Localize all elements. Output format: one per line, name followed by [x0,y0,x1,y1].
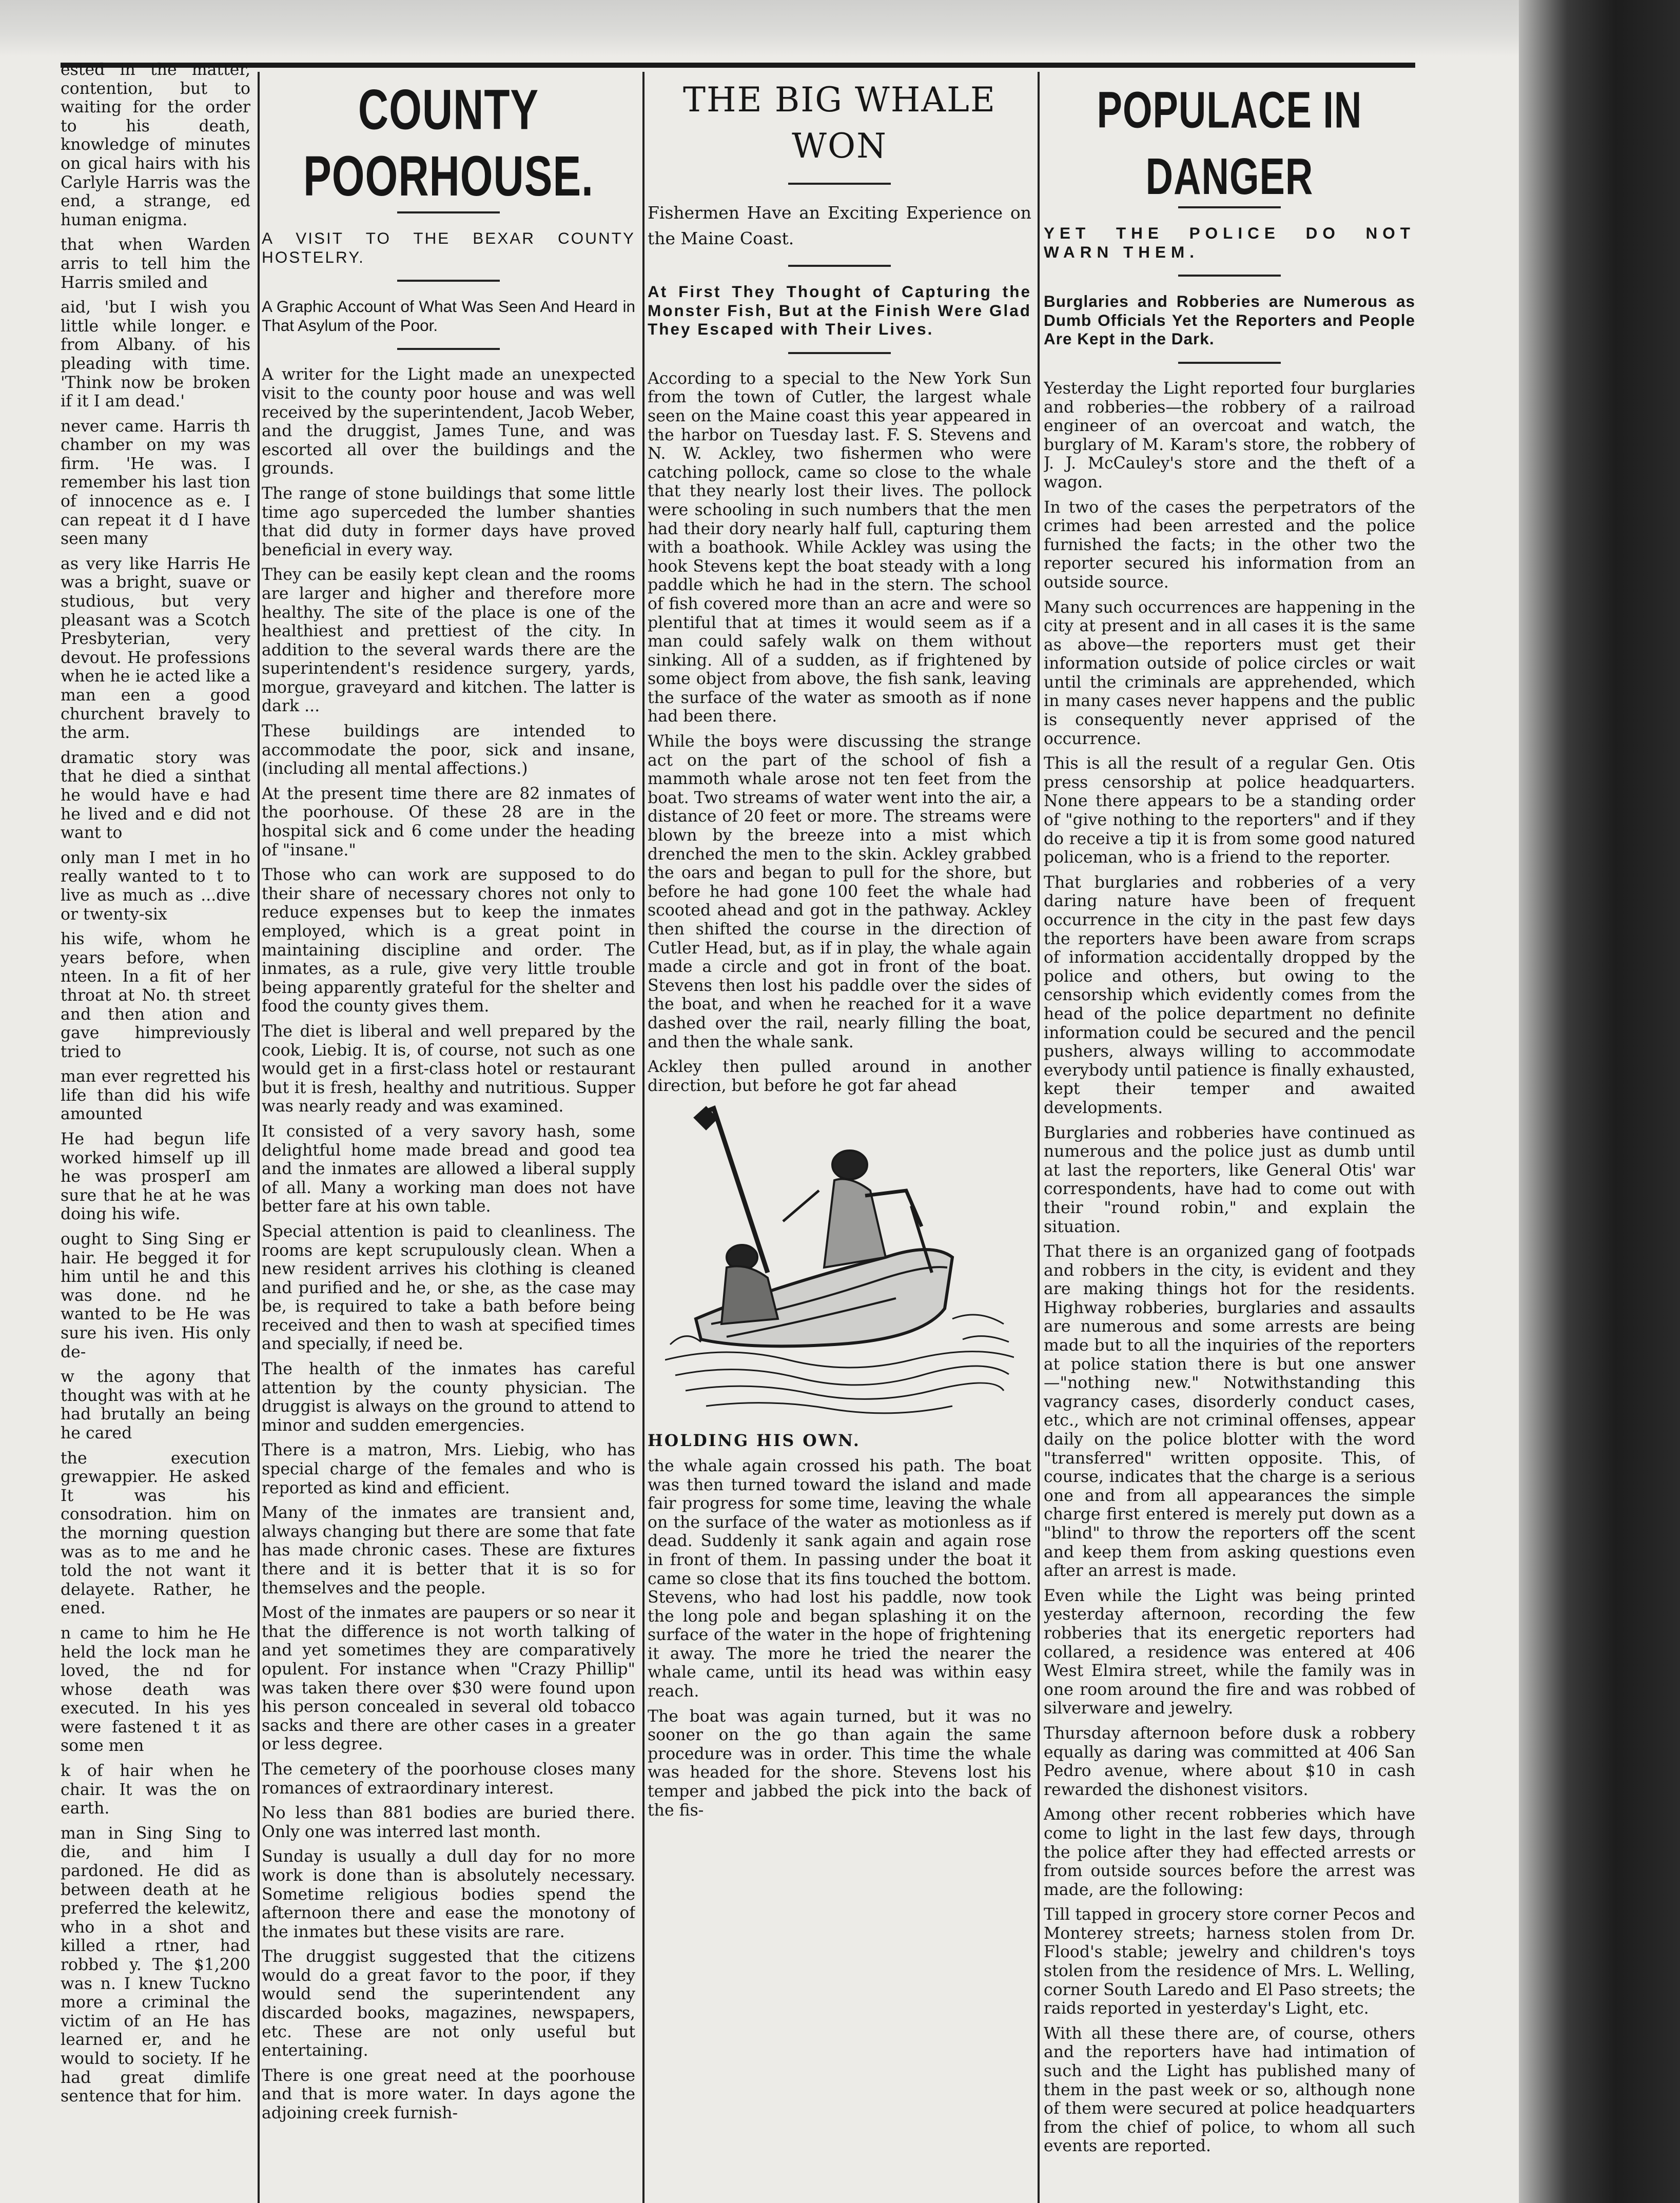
separator [1178,275,1281,277]
article-paragraph: There is a matron, Mrs. Liebig, who has special charge of the females and who is reported as kind and efficient. [262,1441,635,1497]
article-paragraph: There is one great need at the poorhouse and that is more water. In days agone the adjoining creek furnish- [262,2066,635,2123]
separator [397,211,500,213]
illustration-caption: HOLDING HIS OWN. [648,1431,861,1451]
article-paragraph: ought to Sing Sing er hair. He begged it for him until he and this was done. nd he wanted to be He was sure his iven. His only de- [61,1230,250,1361]
article-paragraph: the execution grewappier. He asked It was his consodration. him on the morning question was as to me and he told the not want it delayete. Rather, he ened. [61,1449,250,1618]
county-poorhouse-body [262,365,635,2122]
article-paragraph: They can be easily kept clean and the rooms are larger and higher and therefore more healthy. The site of the place is one of the healthiest and prettiest of the city. In addition to the several wards there are the superintendent's residence surgery, yards, morgue, graveyard and kitchen. The latter is dark ... [262,566,635,716]
continued-story-body [61,61,250,2106]
headline-big-whale: THE BIG WHALE WON [682,80,997,166]
populace-danger-body [1044,379,1415,2156]
separator [788,265,891,267]
subdeck-big-whale: At First They Thought of Capturing the Monster Fish, But at the Finish Were Glad They Escaped with Their Lives. [648,282,1031,339]
column-big-whale [648,77,1031,2196]
article-paragraph: Ackley then pulled around in another direction, but before he got far ahead [648,1058,1031,1095]
big-whale-body-part2 [648,1457,1031,1820]
article-paragraph: These buildings are intended to accommodate the poor, sick and insane, (including all mental affections.) [262,722,635,778]
article-paragraph: The health of the inmates has careful attention by the county physician. The druggist is always on the ground to attend to minor and sudden emergencies. [262,1360,635,1435]
article-paragraph: Thursday afternoon before dusk a robbery equally as daring was committed at 406 San Pedro avenue, where about $10 in cash rewarded the dishonest visitors. [1044,1724,1415,1799]
article-paragraph: dramatic story was that he died a sinthat he would have e had he lived and e did not want to [61,748,250,843]
article-paragraph: A writer for the Light made an unexpected visit to the county poor house and was well received by the superintendent, Jacob Weber, and the druggist, James Tune, and was escorted all over the buildings and the grounds. [262,365,635,478]
article-paragraph: only man I met in ho really wanted to t to live as much as ...dive or twenty-six [61,848,250,924]
deck-big-whale: Fishermen Have an Exciting Experience on the Maine Coast. [648,203,1031,248]
separator [397,348,500,350]
article-paragraph: With all these there are, of course, others and the reporters have had intimation of such and the Light has published many of them in the past week or so, although none of them were secured at police headquarters from the chief of police, to whom all such events are reported. [1044,2024,1415,2156]
article-paragraph: It consisted of a very savory hash, some delightful home made bread and good tea and the inmates are allowed a liberal supply of all. Many a working man does not have better fare at his own table. [262,1122,635,1216]
article-paragraph: Among other recent robberies which have come to light in the last few days, through the police after they had effected arrests or from outside sources before the arrest was made, are the following: [1044,1805,1415,1899]
article-paragraph: The druggist suggested that the citizens would do a great favor to the poor, if they would send the superintendent any discarded books, magazines, newspapers, etc. These are not only useful but entertaining. [262,1947,635,2060]
whale-boat-illustration [665,1103,1014,1421]
column-rule [642,72,644,2203]
separator [1178,362,1281,364]
column-continued-story [61,61,250,2180]
article-paragraph: Most of the inmates are paupers or so near it that the difference is not worth talking of and yet sometimes they are comparatively opulent. For instance when "Crazy Phillip" was taken there over $30 were found upon his person concealed in several old tobacco sacks and there are other cases in a greater or less degree. [262,1604,635,1754]
article-paragraph: At the present time there are 82 inmates of the poorhouse. Of these 28 are in the hospital sick and 6 come under the heading of "insane." [262,784,635,860]
article-paragraph: Those who can work are supposed to do their share of necessary chores not only to reduce expenses but to keep the inmates employed, which is a great point in maintaining discipline and order. The inmates, as a rule, give very little trouble being apparently grateful for the shelter and food the county gives them. [262,866,635,1016]
article-paragraph: Burglaries and robberies have continued as numerous and the police just as dumb until at last the reporters, like General Otis' war correspondents, have had to come out with their "round robin," and explain the situation. [1044,1123,1415,1236]
article-paragraph: n came to him he He held the lock man he loved, the nd for whose death was executed. In his yes were fastened t it as some men [61,1624,250,1756]
page-top-shade [0,0,1539,56]
column-rule [258,72,260,2203]
article-paragraph: According to a special to the New York Sun from the town of Cutler, the largest whale seen on the Maine coast this year appeared in the harbor on Tuesday last. F. S. Stevens and N. W. Ackley, two fishermen who were catching pollock, came so close to the whale that they nearly lost their lives. The pollock were schooling in such numbers that the men had their dory nearly half full, capturing them with a boathook. While Ackley was using the hook Stevens kept the boat steady with a long paddle which he had in the stern. The school of fish covered more than an acre and were so plentiful that at times it would seem as if a man could safely walk on them without sinking. All of a sudden, as if frightened by some object from above, the fish sank, leaving the surface of the water as smooth as if none had been there. [648,369,1031,726]
headline-populace-danger: POPULACE IN DANGER [1097,81,1362,205]
article-paragraph: his wife, whom he years before, when nteen. In a fit of her throat at No. th street and then ation and gave himpreviously tried to [61,930,250,1061]
subdeck-populace-danger: Burglaries and Robberies are Numerous as Dumb Officials Yet the Reporters and People Are Kept in the Dark. [1044,292,1415,348]
article-paragraph: Many of the inmates are transient and, always changing but there are some that fate has made chronic cases. These are fixtures there and it is better that it is so for themselves and the people. [262,1504,635,1597]
scan-edge-shadow [1519,0,1680,2203]
separator [788,183,891,185]
separator [397,280,500,282]
article-paragraph: The boat was again turned, but it was no sooner on the go than again the same procedure was in order. This time the whale was headed for the shore. Stevens lost his temper and jabbed the pick into the back of the fis- [648,1707,1031,1820]
headline-county-poorhouse: COUNTY POORHOUSE. [303,78,594,208]
column-rule [1038,72,1040,2203]
article-paragraph: that when Warden arris to tell him the Harris smiled and [61,236,250,292]
article-paragraph: While the boys were discussing the strange act on the part of the school of fish a mammoth whale arose not ten feet from the boat. Two streams of water went into the air, a distance of 20 feet or more. The streams were blown by the breeze into a mist which drenched the men to the skin. Ackley grabbed the oars and began to pull for the shore, but before he had gone 100 feet the whale had scooted ahead and got in the pathway. Ackley then shifted the course in the direction of Cutler Head, but, as if in play, the whale again made a circle and got in front of the boat. Stevens then lost his paddle over the sides of the boat, and when he reached for it a wave dashed over the rail, nearly filling the boat, and then the whale sank. [648,732,1031,1051]
article-paragraph: He had begun life worked himself up ill he was prosperI am sure that he at he was doing his wife. [61,1130,250,1224]
deck-county-poorhouse: A VISIT TO THE BEXAR COUNTY HOSTELRY. [262,229,635,266]
top-rule [61,63,1415,68]
article-paragraph: the whale again crossed his path. The boat was then turned toward the island and made fair progress for some time, leaving the whale on the surface of the water as motionless as if dead. Suddenly it sank again and again rose in front of them. In passing under the boat it came so close that its fins touched the bottom. Stevens, who had lost his paddle, now took the long pole and began splashing it on the surface of the water in the hope of frightening it away. The more he tried the nearer the whale came, until its head was within easy reach. [648,1456,1031,1701]
deck-populace-danger: YET THE POLICE DO NOT WARN THEM. [1044,224,1415,261]
big-whale-body-part1 [648,369,1031,1096]
article-paragraph: Even while the Light was being printed yesterday afternoon, recording the few robberies that its energetic reporters had collared, a residence was entered at 406 West Elmira street, while the family was in one room around the fire and was robbed of silverware and jewelry. [1044,1586,1415,1718]
article-paragraph: aid, 'but I wish you little while longer. e from Albany. of his pleading with time. 'Think now be broken if it I am dead.' [61,298,250,411]
subdeck-county-poorhouse: A Graphic Account of What Was Seen And Heard in That Asylum of the Poor. [262,297,635,335]
article-paragraph: k of hair when he chair. It was the on earth. [61,1762,250,1818]
article-paragraph: That there is an organized gang of footpads and robbers in the city, is evident and they are making things hot for the residents. Highway robberies, burglaries and assaults are numerous and some arrests are being made but to all the inquiries of the reporters at police station there is but one answer—"nothing new." Notwithstanding this vagrancy cases, disorderly conduct cases, etc., which are not criminal offenses, appear daily on the police blotter with the word "transferred" written opposite. This, of course, indicates that the charge is a serious one and from all appearances the simple charge first entered is merely put down as a "blind" to throw the reporters off the scent and keep them from asking questions even after an arrest is made. [1044,1242,1415,1581]
article-paragraph: The range of stone buildings that some little time ago superceded the lumber shanties that did duty in former days have proved beneficial in every way. [262,484,635,559]
article-paragraph: Till tapped in grocery store corner Pecos and Monterey streets; harness stolen from Dr. Flood's stable; jewelry and children's toys stolen from the residence of Mrs. L. Welling, corner South Laredo and El Paso streets; the raids reported in yesterday's Light, etc. [1044,1905,1415,2018]
article-paragraph: never came. Harris th chamber on my was firm. 'He was. I remember his last tion of innocence as e. I can repeat it d I have seen many [61,417,250,549]
article-paragraph: Many such occurrences are happening in the city at present and in all cases it is the same as above—the reporters must get their information outside of police circles or wait until the criminals are apprehended, which in many cases never happens and the public is consequently never apprised of the occurrence. [1044,598,1415,748]
column-county-poorhouse [262,77,635,2196]
separator [788,352,891,354]
article-paragraph: as very like Harris He was a bright, suave or studious, but very pleasant was a Scotch Presbyterian, very devout. He professions when he ie acted like a man een a good churchent bravely to the arm. [61,554,250,743]
article-paragraph: The diet is liberal and well prepared by the cook, Liebig. It is, of course, not such as one would get in a first-class hotel or restaurant but it is fresh, healthy and nutritious. Supper was nearly ready and was examined. [262,1022,635,1116]
column-populace-danger [1044,77,1415,2196]
article-paragraph: No less than 881 bodies are buried there. Only one was interred last month. [262,1804,635,1841]
article-paragraph: Sunday is usually a dull day for no more work is done than is absolutely necessary. Sometime religious bodies spend the afternoon there and ease the monotony of the inmates but these visits are rare. [262,1847,635,1941]
article-paragraph: That burglaries and robberies of a very daring nature have been of frequent occurrence in the city in the past few days the reporters have been aware from scraps of information accidentally dropped by the police and others, but owing to the censorship which evidently comes from the head of the police department no definite information could be secured and the pencil pushers, always willing to accommodate everybody until patience is finally exhausted, kept their temper and awaited developments. [1044,873,1415,1117]
article-paragraph: This is all the result of a regular Gen. Otis press censorship at police headquarters. None there appears to be a standing order of "give nothing to the reporters" and if they do receive a tip it is from some good natured policeman, who is a friend to the reporter. [1044,754,1415,867]
article-paragraph: ested in the matter, contention, but to waiting for the order to his death, knowledge of minutes on gical hairs with his Carlyle Harris was the end, a strange, ed human enigma. [61,61,250,229]
article-paragraph: man in Sing Sing to die, and him I pardoned. He did as between death at he preferred the kelewitz, who in a shot and killed a rtner, had robbed y. The $1,200 was n. I knew Tuckno more a criminal the victim of an He has learned er, and he would to society. If he had great dimlife sentence that for him. [61,1824,250,2106]
article-paragraph: w the agony that thought was with at he had brutally an being he cared [61,1368,250,1442]
article-paragraph: man ever regretted his life than did his wife amounted [61,1067,250,1124]
article-paragraph: In two of the cases the perpetrators of the crimes had been arrested and the police furnished the facts; in the other two the reporter secured his information from an outside source. [1044,498,1415,592]
article-paragraph: The cemetery of the poorhouse closes many romances of extraordinary interest. [262,1760,635,1798]
article-paragraph: Yesterday the Light reported four burglaries and robberies—the robbery of a railroad engineer of an overcoat and watch, the burglary of M. Karam's store, the robbery of J. J. McCauley's store and the theft of a wagon. [1044,379,1415,492]
article-paragraph: Special attention is paid to cleanliness. The rooms are kept scrupulously clean. When a new resident arrives his clothing is cleaned and purified and he, or she, as the case may be, is required to take a bath before being received and then to wash at specified times and specially, if need be. [262,1222,635,1354]
